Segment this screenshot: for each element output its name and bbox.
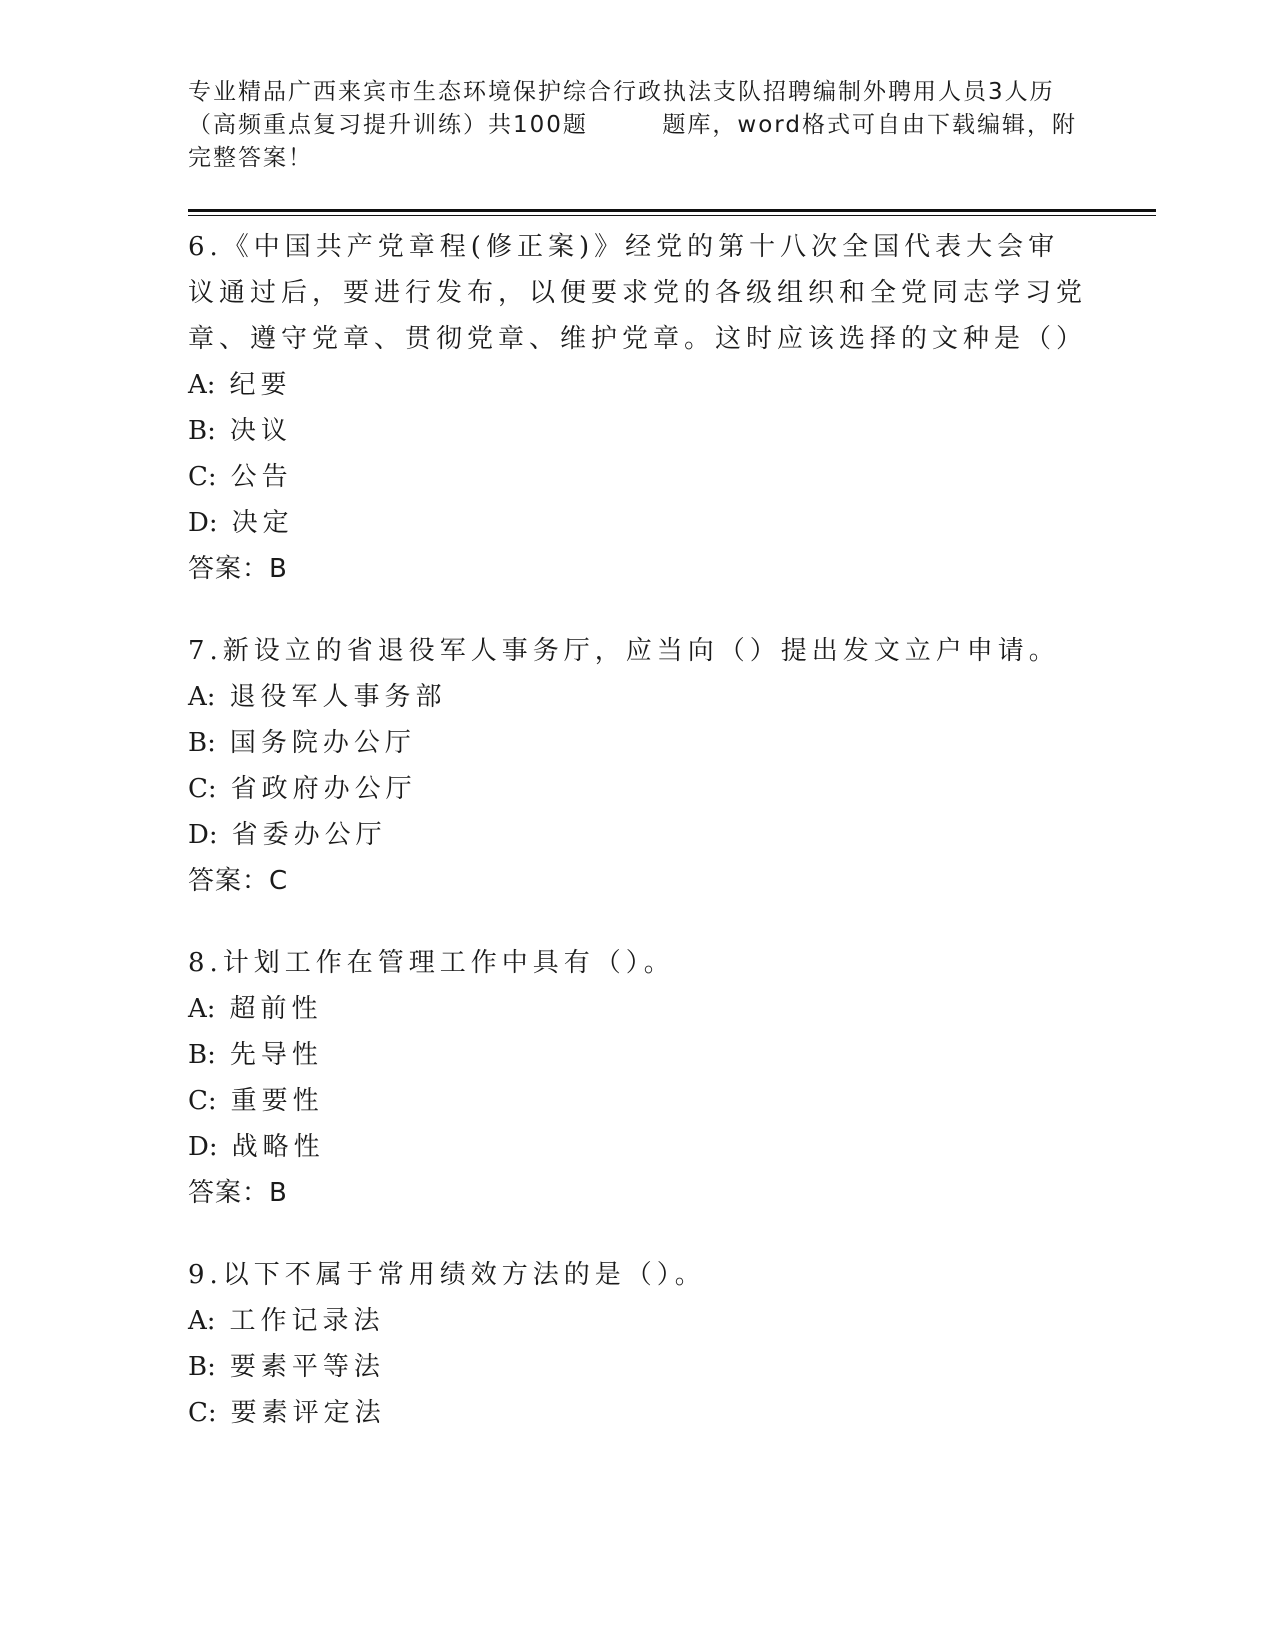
option-text: 超前性 [229,994,323,1024]
answer-option [188,986,1088,1032]
option-text: 决定 [231,508,294,538]
header-rule-thick [188,209,1156,212]
answer-option [188,1032,1088,1078]
option-text: 省委办公厅 [231,820,387,850]
option-letter: B: [188,416,216,446]
question-stem: 6.《中国共产党章程(修正案)》经党的第十八次全国代表大会审议通过后，要进行发布，以便要求党的各级组织和全党同志学习党章、遵守党章、贯彻党章、维护党章。这时应该选择的文种是（） [188,232,1088,354]
option-text: 决议 [229,416,292,446]
question-stem: 9.以下不属于常用绩效方法的是（）。 [188,1260,706,1290]
answer-option [188,362,1088,408]
option-letter: A: [188,994,216,1024]
option-text: 省政府办公厅 [230,774,417,804]
option-letter: B: [188,1040,216,1070]
option-letter: A: [188,370,216,400]
option-letter: A: [188,682,216,712]
answer-key: 答案：B [188,1178,288,1208]
question-list [188,224,1088,1472]
option-text: 战略性 [231,1132,325,1162]
option-text: 国务院办公厅 [229,728,416,758]
header-rule-thin [188,215,1156,216]
question-stem: 7.新设立的省退役军人事务厅，应当向（）提出发文立户申请。 [188,636,1060,666]
question-block [188,1252,1088,1436]
answer-option [188,766,1088,812]
answer-option [188,454,1088,500]
answer-option [188,1390,1088,1436]
question-block [188,628,1088,904]
answer-option [188,1344,1088,1390]
option-text: 工作记录法 [229,1306,385,1336]
answer-option [188,1124,1088,1170]
option-text: 要素评定法 [230,1398,386,1428]
option-letter: C: [188,462,217,492]
answer-option [188,674,1088,720]
option-letter: C: [188,774,217,804]
option-text: 先导性 [229,1040,323,1070]
answer-option [188,812,1088,858]
option-text: 公告 [230,462,293,492]
answer-key: 答案：B [188,554,288,584]
answer-option [188,720,1088,766]
option-letter: D: [188,508,218,538]
header-subtitle: 题库，word格式可自由下载编辑，附完整答案！ [188,112,1077,171]
answer-option [188,500,1088,546]
question-stem: 8.计划工作在管理工作中具有（）。 [188,948,675,978]
answer-option [188,1298,1088,1344]
header-title: 专业精品广西来宾市生态环境保护综合行政执法支队招聘编制外聘用人员3人历（高频重点复习提升训练）共100题 [188,79,1055,138]
question-block [188,940,1088,1216]
answer-option [188,408,1088,454]
document-header [188,76,1088,175]
option-text: 纪要 [229,370,292,400]
question-block [188,224,1088,592]
option-letter: C: [188,1086,217,1116]
option-letter: D: [188,1132,218,1162]
option-text: 要素平等法 [229,1352,385,1382]
option-letter: C: [188,1398,217,1428]
option-letter: A: [188,1306,216,1336]
option-letter: B: [188,728,216,758]
option-letter: B: [188,1352,216,1382]
answer-option [188,1078,1088,1124]
option-text: 退役军人事务部 [229,682,447,712]
header-gap [588,112,663,138]
answer-key: 答案：C [188,866,289,896]
option-text: 重要性 [230,1086,324,1116]
option-letter: D: [188,820,218,850]
